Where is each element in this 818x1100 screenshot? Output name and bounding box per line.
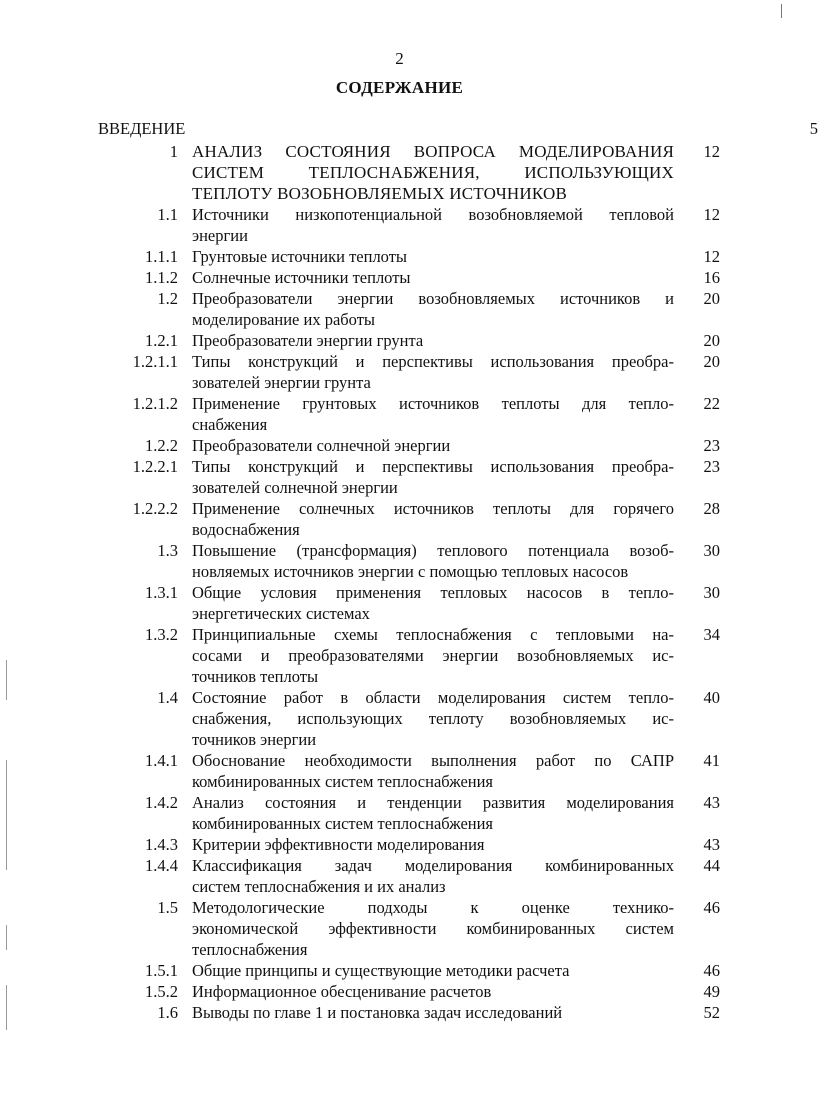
toc-entry-title <box>192 624 674 687</box>
toc-entry-title-line: моделирование их работы <box>192 310 376 329</box>
toc-entry-title-line: снабжения <box>192 415 268 434</box>
toc-intro-page: 5 <box>809 119 818 138</box>
toc-entry-page: 22 <box>703 394 720 413</box>
toc-entry-title-line: теплоснабжения <box>192 940 308 959</box>
toc-entry-title <box>192 540 674 582</box>
toc-entry-title-line: Применение солнечных источников теплоты для горячего <box>192 499 674 518</box>
toc-entry-page: 52 <box>703 1003 720 1022</box>
toc-entry-page: 12 <box>703 247 720 266</box>
toc-entry-title <box>192 897 674 960</box>
toc-entry-title-line: Преобразователи энергии грунта <box>192 331 424 350</box>
toc-entry-title-line: снабжения, использующих теплоту возобновляемых ис- <box>192 709 674 728</box>
toc-entry-number: 1.1.2 <box>145 268 178 287</box>
toc-entry-title-line: точников теплоты <box>192 667 319 686</box>
toc-entry-number: 1.3 <box>157 541 178 560</box>
toc-entry-page: 20 <box>703 289 720 308</box>
toc-entry-page: 23 <box>703 436 720 455</box>
toc-entry-number: 1.2.2.1 <box>132 457 178 476</box>
toc-entry-title-line: Информационное обесценивание расчетов <box>192 982 492 1001</box>
toc-entry-page: 12 <box>703 205 720 224</box>
toc-entry-title-line: Общие условия применения тепловых насосов в тепло- <box>192 583 674 602</box>
toc-entry-page: 16 <box>703 268 720 287</box>
toc-entry-title-line: Состояние работ в области моделирования систем тепло- <box>192 688 674 707</box>
toc-entry-title-line: сосами и преобразователями энергии возобновляемых ис- <box>192 646 674 665</box>
toc-entry-title-line: Грунтовые источники теплоты <box>192 247 408 266</box>
toc-entry-page: 20 <box>703 352 720 371</box>
toc-entry-page: 20 <box>703 331 720 350</box>
toc-entry-title-line: зователей солнечной энергии <box>192 478 398 497</box>
toc-entry-page: 23 <box>703 457 720 476</box>
toc-entry-number: 1.4.4 <box>145 856 178 875</box>
toc-entry-title-line: точников энергии <box>192 730 317 749</box>
toc-entry-page: 46 <box>703 961 720 980</box>
toc-entry-number: 1.3.1 <box>145 583 178 602</box>
toc-entry-title-line: Выводы по главе 1 и постановка задач исследований <box>192 1003 563 1022</box>
toc-entry-title <box>192 393 674 435</box>
toc-entry-number: 1.5.2 <box>145 982 178 1001</box>
toc-entry-title <box>192 498 674 540</box>
toc-entry-number: 1.4.3 <box>145 835 178 854</box>
toc-entry-number: 1.6 <box>157 1003 178 1022</box>
toc-entry-title-line: водоснабжения <box>192 520 300 539</box>
toc-entry-page: 41 <box>703 751 720 770</box>
toc-entry-title-line: Источники низкопотенциальной возобновляемой тепловой <box>192 205 674 224</box>
toc-entry-title-line: энергии <box>192 226 248 245</box>
toc-entry-title-line: Принципиальные схемы теплоснабжения с тепловыми на- <box>192 625 674 644</box>
toc-entry-title <box>192 141 674 204</box>
toc-entry-page: 43 <box>703 835 720 854</box>
toc-entry-title <box>192 246 674 267</box>
toc-entry-number: 1 <box>169 142 178 161</box>
toc-entry-title-line: Преобразователи энергии возобновляемых источников и <box>192 289 674 308</box>
toc-entry-page: 40 <box>703 688 720 707</box>
toc-entry-number: 1.4.1 <box>145 751 178 770</box>
toc-entry-page: 30 <box>703 583 720 602</box>
toc-entry-number: 1.2 <box>157 289 178 308</box>
toc-entry-title-line: комбинированных систем теплоснабжения <box>192 772 494 791</box>
toc-entry-title <box>192 582 674 624</box>
toc-entry-title-line: Классификация задач моделирования комбинированных <box>192 856 674 875</box>
toc-entry-title <box>192 687 674 750</box>
toc-entry-number: 1.1.1 <box>145 247 178 266</box>
toc-entry-title-line: Преобразователи солнечной энергии <box>192 436 451 455</box>
toc-entry-title-line: Методологические подходы к оценке технико- <box>192 898 674 917</box>
toc-entry-title-line: СИСТЕМ ТЕПЛОСНАБЖЕНИЯ, ИСПОЛЬЗУЮЩИХ <box>192 163 674 182</box>
toc-entry-title <box>192 960 674 981</box>
toc-entry-page: 44 <box>703 856 720 875</box>
toc-entry-title <box>192 855 674 897</box>
toc-entry-title <box>192 456 674 498</box>
toc-entry-title <box>192 1002 674 1023</box>
toc-entry-number: 1.2.1.2 <box>132 394 178 413</box>
toc-entry-title <box>192 981 674 1002</box>
toc-entry-title-line: зователей энергии грунта <box>192 373 371 392</box>
toc-entry-title-line: Критерии эффективности моделирования <box>192 835 485 854</box>
toc-entry-title-line: Анализ состояния и тенденции развития моделирования <box>192 793 674 812</box>
toc-entry-number: 1.4.2 <box>145 793 178 812</box>
toc-entry-title <box>192 204 674 246</box>
toc-entry-title-line: АНАЛИЗ СОСТОЯНИЯ ВОПРОСА МОДЕЛИРОВАНИЯ <box>192 142 674 161</box>
toc-entry-number: 1.2.2 <box>145 436 178 455</box>
toc-entry-title-line: систем теплоснабжения и их анализ <box>192 877 446 896</box>
toc-entry-page: 28 <box>703 499 720 518</box>
toc-entry-title-line: экономической эффективности комбинированных систем <box>192 919 674 938</box>
toc-entry-number: 1.2.2.2 <box>132 499 178 518</box>
toc-entry-page: 43 <box>703 793 720 812</box>
toc-entry-title-line: ТЕПЛОТУ ВОЗОБНОВЛЯЕМЫХ ИСТОЧНИКОВ <box>192 184 568 203</box>
toc-entry-page: 46 <box>703 898 720 917</box>
toc-entry-page: 12 <box>703 142 720 161</box>
toc-entry-title <box>192 267 674 288</box>
toc-entry-title <box>192 834 674 855</box>
toc-entry-title-line: Обоснование необходимости выполнения работ по САПР <box>192 751 674 770</box>
toc-entry-title <box>192 351 674 393</box>
toc-entry-title <box>192 288 674 330</box>
toc-intro-label: ВВЕДЕНИЕ <box>98 119 186 138</box>
toc-entry-title <box>192 792 674 834</box>
toc-entry-number: 1.2.1 <box>145 331 178 350</box>
toc-entry-title-line: Типы конструкций и перспективы использования преобра- <box>192 352 674 371</box>
toc-entry-title-line: комбинированных систем теплоснабжения <box>192 814 494 833</box>
toc-entry-page: 49 <box>703 982 720 1001</box>
toc-entry-title-line: Применение грунтовых источников теплоты для тепло- <box>192 394 674 413</box>
toc-entry-number: 1.2.1.1 <box>132 352 178 371</box>
toc-entry-number: 1.4 <box>157 688 178 707</box>
toc-entry-page: 34 <box>703 625 720 644</box>
toc-entry-title-line: энергетических системах <box>192 604 370 623</box>
toc-entry-title-line: Типы конструкций и перспективы использования преобра- <box>192 457 674 476</box>
toc-entry-number: 1.5.1 <box>145 961 178 980</box>
toc-entry-title-line: новляемых источников энергии с помощью тепловых насосов <box>192 562 629 581</box>
toc-entry-title-line: Солнечные источники теплоты <box>192 268 411 287</box>
page-title: СОДЕРЖАНИЕ <box>335 78 464 97</box>
toc-entry-title <box>192 750 674 792</box>
toc-entry-title <box>192 330 674 351</box>
toc-entry-page: 30 <box>703 541 720 560</box>
toc-entry-title-line: Повышение (трансформация) теплового потенциала возоб- <box>192 541 674 560</box>
toc-entry-number: 1.5 <box>157 898 178 917</box>
toc-entry-number: 1.1 <box>157 205 178 224</box>
toc-entry-number: 1.3.2 <box>145 625 178 644</box>
toc-entry-intro <box>98 118 818 139</box>
toc-entry-title <box>192 435 674 456</box>
toc-entry-title-line: Общие принципы и существующие методики расчета <box>192 961 570 980</box>
page-number: 2 <box>395 49 404 68</box>
